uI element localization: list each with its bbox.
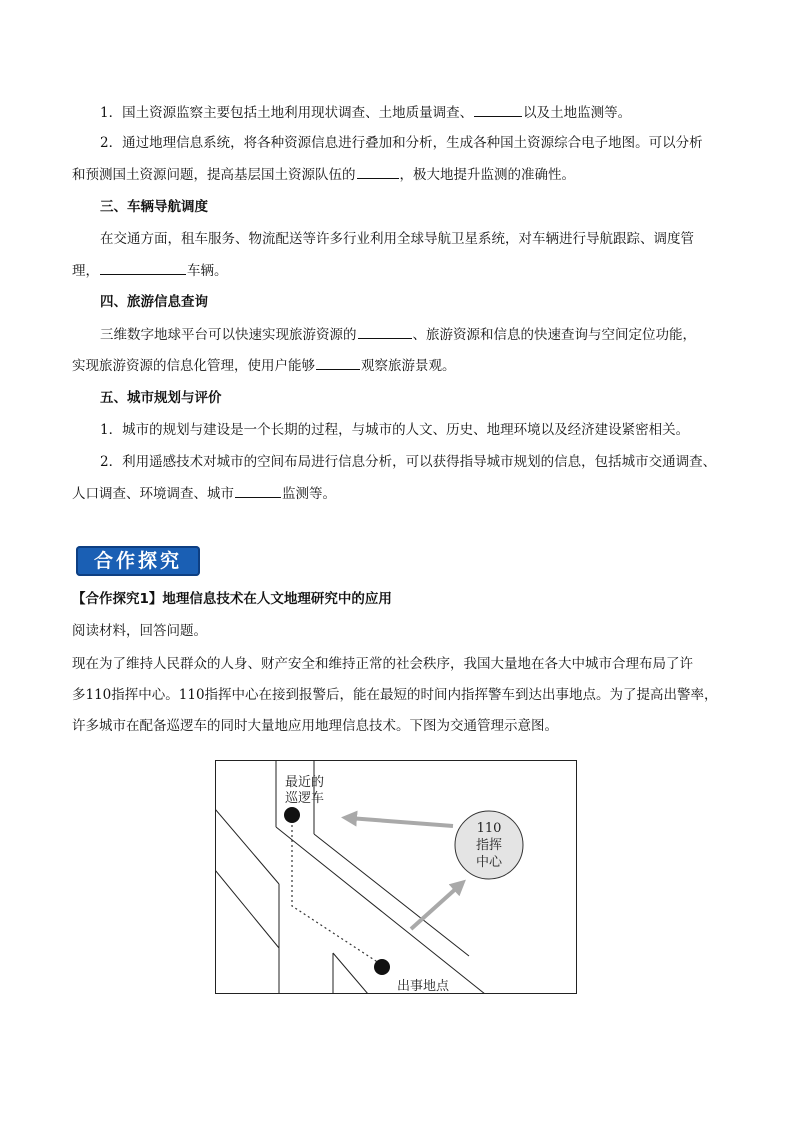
fill-in-blank [100, 260, 186, 275]
incident-marker [374, 959, 390, 975]
inquiry-instruction: 阅读材料，回答问题。 [72, 623, 207, 639]
tourism-query-line-2 [72, 355, 732, 376]
vehicle-navigation-line-2 [72, 260, 732, 281]
text-segment: 人口调查、环境调查、城市 [72, 486, 234, 502]
fill-in-blank [358, 324, 412, 339]
text-segment: 观察旅游景观。 [361, 358, 456, 374]
text-segment: ，极大地提升监测的准确性。 [399, 167, 575, 183]
text-segment: 、旅游资源和信息的快速查询与空间定位功能， [412, 327, 696, 343]
tourism-query-line-1 [100, 324, 760, 345]
center-label-line-1: 110 [476, 821, 502, 836]
land-survey-item-2-line-2 [72, 164, 732, 185]
fill-in-blank [474, 102, 522, 117]
inquiry-title: 【合作探究1】地理信息技术在人文地理研究中的应用 [72, 591, 392, 607]
fill-in-blank [316, 355, 360, 370]
text-segment: 车辆。 [187, 263, 228, 279]
text-segment: 和预测国土资源问题，提高基层国土资源队伍的 [72, 167, 356, 183]
vehicle-navigation-line-1: 在交通方面，租车服务、物流配送等许多行业利用全球导航卫星系统，对车辆进行导航跟踪、调度管 [100, 231, 694, 247]
urban-planning-item-1: 1．城市的规划与建设是一个长期的过程，与城市的人文、历史、地理环境以及经济建设紧密相关。 [100, 422, 690, 438]
section-heading-vehicle-navigation: 三、车辆导航调度 [100, 199, 208, 215]
fill-in-blank [235, 483, 281, 498]
cooperative-inquiry-banner: 合作探究 [76, 546, 200, 576]
land-survey-item-2-line-1: 2．通过地理信息系统，将各种资源信息进行叠加和分析，生成各种国土资源综合电子地图。可以分析 [100, 135, 703, 151]
inquiry-paragraph-line-3: 许多城市在配备巡逻车的同时大量地应用地理信息技术。下图为交通管理示意图。 [72, 718, 558, 734]
center-label-line-3: 中心 [475, 855, 503, 870]
section-heading-tourism-query: 四、旅游信息查询 [100, 294, 208, 310]
text-segment: 监测等。 [282, 486, 336, 502]
center-label-line-2: 指挥 [475, 838, 503, 853]
inquiry-paragraph-line-2: 多110指挥中心。110指挥中心在接到报警后，能在最短的时间内指挥警车到达出事地点。为了提高出警率， [72, 687, 718, 703]
fill-in-blank [357, 164, 399, 179]
urban-planning-item-2-line-1: 2．利用遥感技术对城市的空间布局进行信息分析，可以获得指导城市规划的信息，包括城市交通调查、 [100, 454, 717, 470]
urban-planning-item-2-line-2 [72, 483, 732, 504]
diagram-frame [216, 761, 577, 994]
patrol-label-line-1: 最近的 [285, 775, 325, 790]
text-segment: 三维数字地球平台可以快速实现旅游资源的 [100, 327, 357, 343]
section-heading-urban-planning: 五、城市规划与评价 [100, 390, 222, 406]
text-segment: 理， [72, 263, 99, 279]
text-segment: 以及土地监测等。 [523, 105, 632, 121]
text-segment: 实现旅游资源的信息化管理，使用户能够 [72, 358, 315, 374]
incident-label: 出事地点 [397, 979, 450, 994]
land-survey-item-1 [100, 102, 760, 123]
patrol-car-marker [284, 807, 300, 823]
patrol-label-line-2: 巡逻车 [285, 791, 325, 806]
traffic-management-diagram [215, 760, 577, 994]
text-segment: 1．国土资源监察主要包括土地利用现状调查、土地质量调查、 [100, 105, 474, 121]
inquiry-paragraph-line-1: 现在为了维持人民群众的人身、财产安全和维持正常的社会秩序，我国大量地在各大中城市合理布局了许 [72, 656, 693, 672]
